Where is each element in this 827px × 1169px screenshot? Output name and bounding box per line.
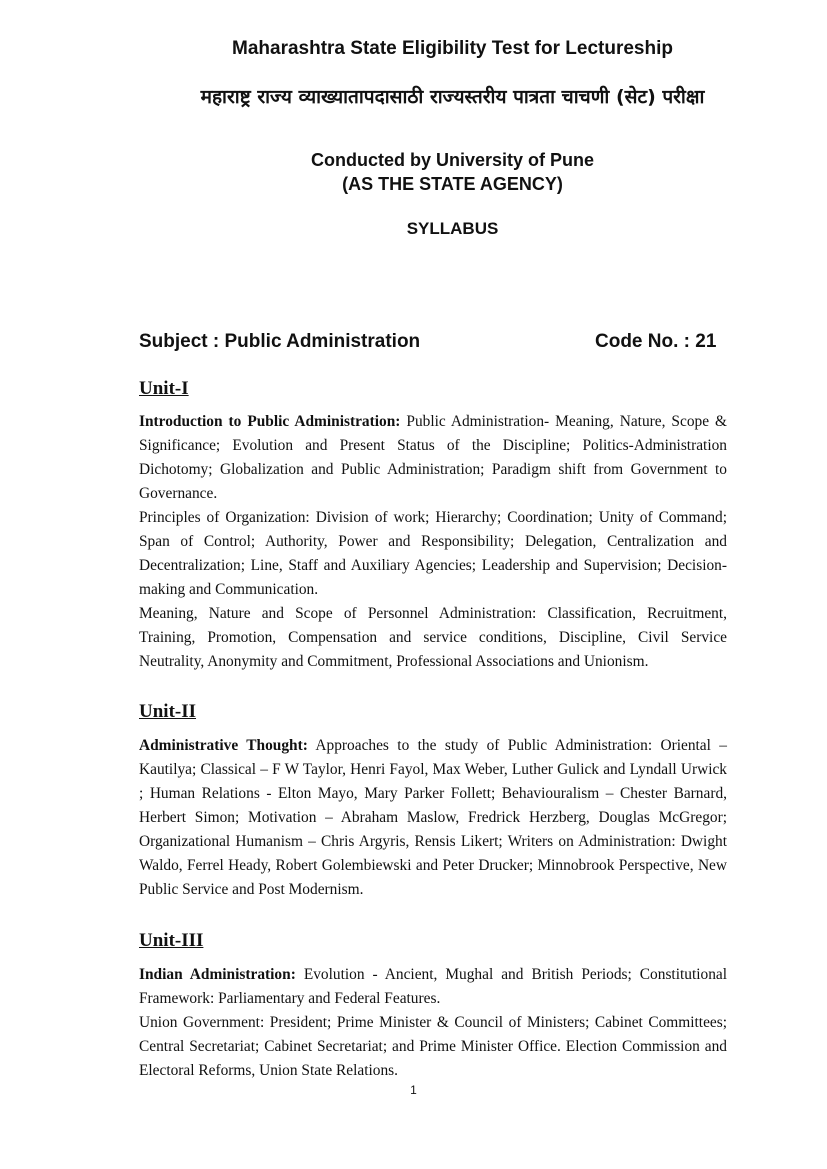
unit-body — [139, 410, 727, 674]
paragraph-text: Union Government: President; Prime Minister & Council of Ministers; Cabinet Committees; Central Secretariat; Cabinet Secretariat; and Prime Minister Office. Election Commission and Electoral Reforms, Union State Relations. — [139, 1014, 727, 1079]
title-marathi: महाराष्ट्र राज्य व्याख्यातापदासाठी राज्यस्तरीय पात्रता चाचणी (सेट) परीक्षा — [200, 86, 705, 108]
paragraph-text: Principles of Organization: Division of work; Hierarchy; Coordination; Unity of Command; Span of Control; Authority, Power and Responsibility; Delegation, Centralization and Decentralization; Line, Staff and Auxiliary Agencies; Leadership and Supervision; Decision-making and Communication. — [139, 509, 727, 598]
paragraph — [139, 734, 727, 902]
unit-heading: Unit-I — [139, 378, 189, 399]
page-number: 1 — [410, 1083, 417, 1097]
paragraph-text: Public Administration- Meaning, Nature, Scope & Significance; Evolution and Present Status of the Discipline; Politics-Administration Dichotomy; Globalization and Public Administration; Paradigm shift from Government to Governance. — [139, 413, 727, 502]
unit-heading: Unit-II — [139, 701, 197, 722]
paragraph-lead: Indian Administration: — [139, 966, 296, 983]
conducted-by: Conducted by University of Pune — [310, 150, 595, 170]
subject-label: Subject : Public Administration — [139, 331, 421, 352]
paragraph — [139, 506, 727, 602]
paragraph — [139, 602, 727, 674]
paragraph-text: Approaches to the study of Public Administration: Oriental – Kautilya; Classical – F W Taylor, Henri Fayol, Max Weber, Luther Gulick and Lyndall Urwick ; Human Relations - Elton Mayo, Mary Parker Follett; Behaviouralism – Chester Barnard, Herbert Simon; Motivation – Abraham Maslow, Fredrick Herzberg, Douglas McGregor; Organizational Humanism – Chris Argyris, Rensis Likert; Writers on Administration: Dwight Waldo, Ferrel Heady, Robert Golembiewski and Peter Drucker; Minnobrook Perspective, New Public Service and Post Modernism. — [139, 737, 727, 898]
paragraph — [139, 410, 727, 506]
paragraph — [139, 963, 727, 1011]
unit-heading: Unit-III — [139, 930, 204, 951]
paragraph — [139, 1011, 727, 1083]
state-agency: (AS THE STATE AGENCY) — [342, 174, 563, 194]
unit-body — [139, 963, 727, 1083]
paragraph-text: Meaning, Nature and Scope of Personnel Administration: Classification, Recruitment, Training, Promotion, Compensation and service conditions, Discipline, Civil Service Neutrality, Anonymity and Commitment, Professional Associations and Unionism. — [139, 605, 727, 670]
unit-body — [139, 734, 727, 902]
title-english: Maharashtra State Eligibility Test for Lectureship — [232, 38, 673, 59]
subject-code: Code No. : 21 — [595, 331, 717, 352]
paragraph-lead: Introduction to Public Administration: — [139, 413, 401, 430]
subject-row — [139, 331, 727, 353]
syllabus-heading: SYLLABUS — [406, 219, 499, 238]
paragraph-text: Evolution - Ancient, Mughal and British Periods; Constitutional Framework: Parliamentary and Federal Features. — [139, 966, 728, 1007]
paragraph-lead: Administrative Thought: — [139, 737, 308, 754]
